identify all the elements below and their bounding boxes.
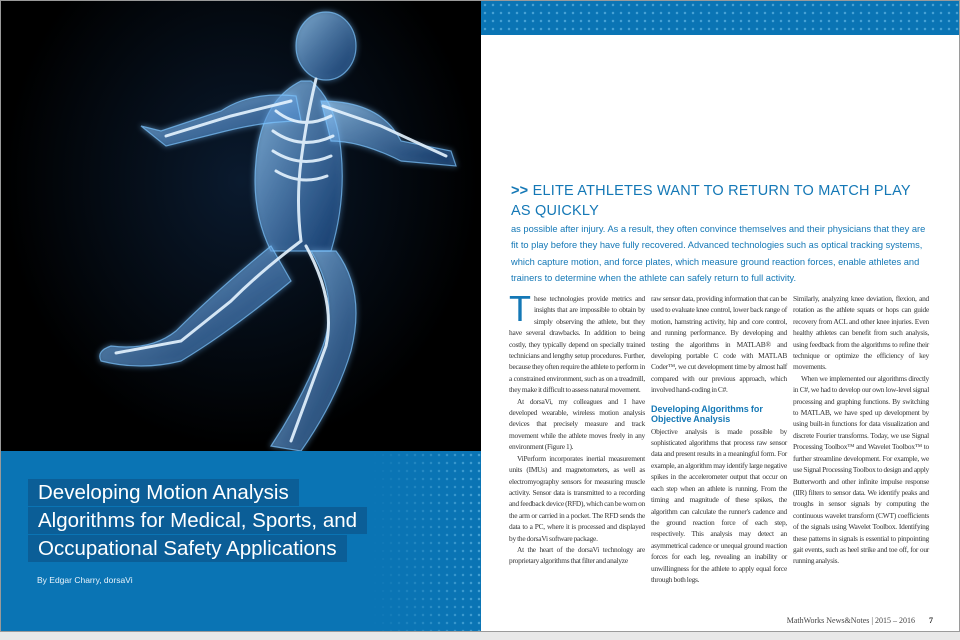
- paragraph: At the heart of the dorsaVi technology are proprietary algorithms that filter and analyze: [509, 544, 645, 566]
- title-line: Developing Motion Analysis: [28, 479, 299, 506]
- byline: By Edgar Charry, dorsaVi: [37, 575, 133, 585]
- double-chevron-icon: >>: [511, 183, 529, 199]
- paragraph-text: hese technologies provide metrics and insights that are impossible to obtain by simply observing the athlete, but they have several drawbacks. In addition to being costly, they typically depend on specially trained technicians and lengthy setup procedures. Further, because they often require the athlete to perform in a constrained environment, such as on a treadmill, they make it difficult to assess natural movement.: [509, 294, 645, 395]
- lead-paragraph: [511, 181, 931, 286]
- lead-heading-text: ELITE ATHLETES WANT TO RETURN TO MATCH PLAY AS QUICKLY: [511, 183, 911, 219]
- lead-body: as possible after injury. As a result, they often convince themselves and their physicians that they are fit to play before they have fully recovered. Advanced technologies such as optical tracking systems, which capture motion, and force plates, which measure ground reaction forces, enable athletes and trainers to determine when the athlete can safely return to full activity.: [511, 224, 926, 283]
- paragraph: At dorsaVi, my colleagues and I have developed wearable, wireless motion analysis devices that precisely measure and track movement while the athlete moves freely in any environment (Figure 1).: [509, 396, 645, 452]
- paragraph: raw sensor data, providing information that can be used to evaluate knee control, lower back range of motion, hamstring activity, hip and core control, and running performance. By developing and testing the algorithms in MATLAB® and developing portable C code with MATLAB Coder™, we cut development time by almost half compared with our previous approach, which involved hand-coding in C#.: [651, 294, 787, 395]
- xray-runner-image: [1, 1, 481, 451]
- column-2: [651, 293, 787, 585]
- title-line: Algorithms for Medical, Sports, and: [28, 507, 367, 534]
- paragraph: [509, 288, 645, 396]
- column-3: [793, 293, 929, 567]
- title-panel: [1, 451, 481, 632]
- top-band: [481, 1, 960, 35]
- paragraph: ViPerform incorporates inertial measurement units (IMUs) and magnetometers, as well as electromyography sensors for measuring muscle activity. Sensor data is transmitted to a recording and feedback device (RFD), which can be worn on the arm or carried in a pocket. The RFD sends the data to a PC, where it is processed and displayed by the dorsaVi software package.: [509, 453, 645, 543]
- paragraph: Similarly, analyzing knee deviation, flexion, and rotation as the athlete squats or hops can guide recovery from ACL and other knee injuries. Even healthy athletes can benefit from such analysis, using feedback from the algorithms to refine their technique or optimize the efficiency of key movements.: [793, 294, 929, 372]
- page-number: 7: [929, 616, 933, 625]
- left-page: [1, 1, 481, 632]
- page-footer: [787, 616, 933, 626]
- paragraph: Objective analysis is made possible by sophisticated algorithms that process raw sensor data and present results in a meaningful form. For example, an algorithm may identify large negative spikes in the accelerometer output that occur on each step when an athlete is running. From the timing and magnitude of these spikes, the algorithm can calculate the runner's cadence and the ground reaction force of each step, respectively. This analysis may detect an asymmetrical cadence or unequal ground reaction forces for each leg, revealing an inability or unwillingness for the athlete to apply equal force through both legs.: [651, 426, 787, 584]
- publication-years: 2015 – 2016: [875, 616, 915, 625]
- article-title: [28, 479, 388, 563]
- paragraph: When we implemented our algorithms directly in C#, we had to develop our own low-level signal processing and graphing functions. By switching to MATLAB, we have sped up development by using built-in functions for data visualization and discrete Fourier transforms. Today, we use Signal Processing Toolbox™ and Wavelet Toolbox™ to further streamline development. For example, we use Signal Processing Toolbox to design and apply Butterworth and other infinite impulse response (IIR) filters to sensor data. We identify peaks and troughs in sensor signals by computing the continuous wavelet transform (CWT) coefficients of the signals using Wavelet Toolbox. Identifying these patterns in signals is essential to pinpointing gait events, such as heel strike and toe off, for our running analysis.: [793, 373, 929, 566]
- title-line: Occupational Safety Applications: [28, 535, 347, 562]
- footer-separator: |: [871, 616, 873, 625]
- skeleton-runner-illustration: [1, 1, 481, 451]
- lead-heading: [511, 181, 931, 221]
- section-subhead: Developing Algorithms for Objective Analysis: [651, 403, 763, 425]
- publication-name: MathWorks News&Notes: [786, 616, 870, 625]
- drop-cap: T: [509, 288, 531, 329]
- column-1: [509, 288, 645, 567]
- right-page: [481, 1, 960, 632]
